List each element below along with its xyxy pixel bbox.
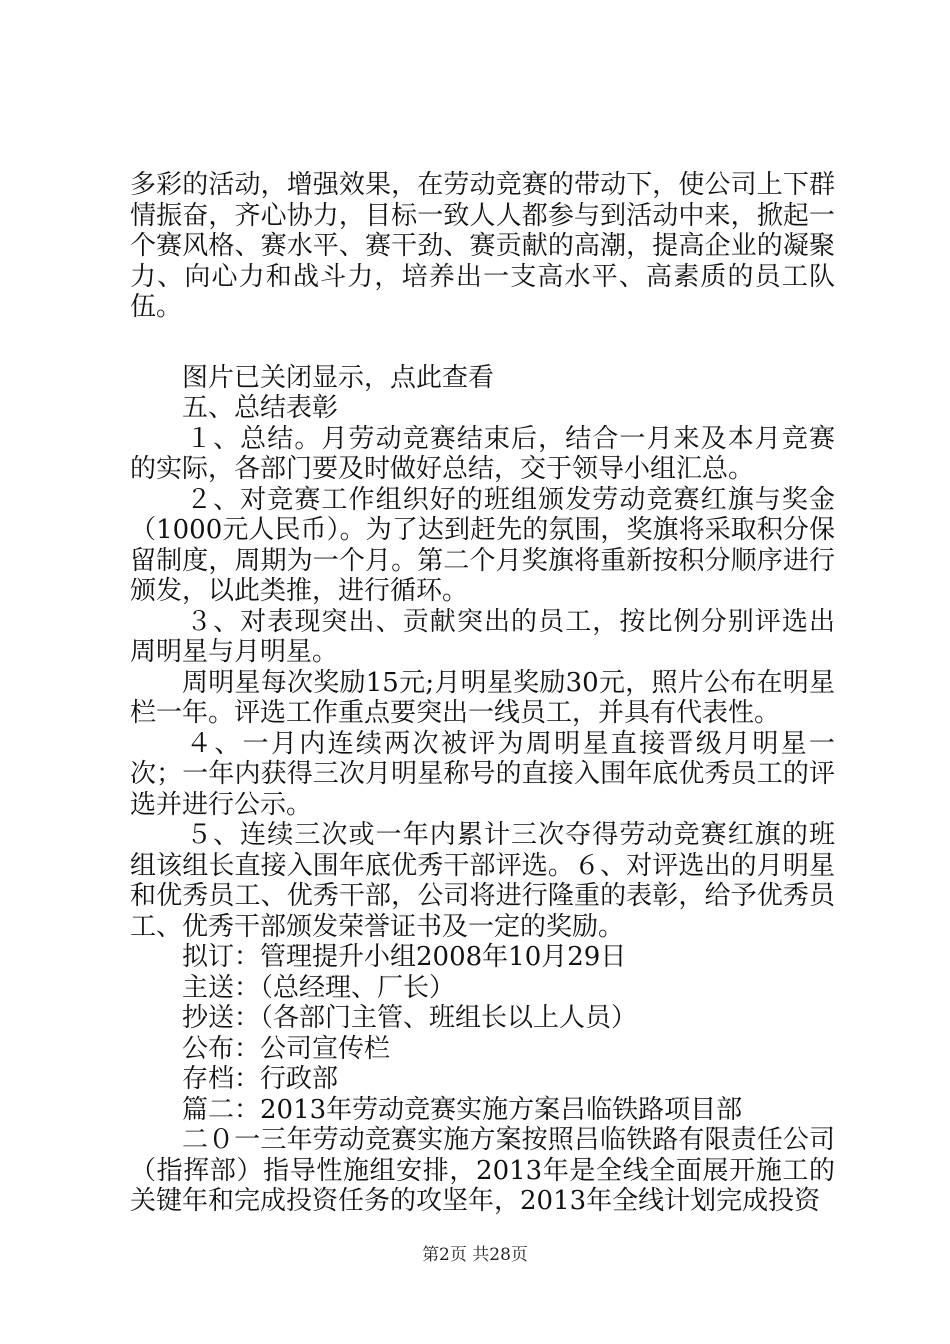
image-placeholder-link[interactable]: 图片已关闭显示，点此查看 xyxy=(182,362,495,393)
paragraph-chapter-two-intro: 二０一三年劳动竞赛实施方案按照吕临铁路有限责任公司（指挥部）指导性施组安排，2013年是全线全面展开施工的关键年和完成投资任务的攻坚年，2013年全线计划完成投资 xyxy=(130,1125,835,1216)
main-recipient-line: 主送：（总经理、厂长） xyxy=(182,972,456,1003)
page-number-footer: 第2页 共28页 xyxy=(422,1245,528,1265)
drafted-by-line: 拟订：管理提升小组2008年10月29日 xyxy=(182,942,627,972)
archive-line: 存档：行政部 xyxy=(182,1064,339,1094)
paragraph-spacer xyxy=(130,323,835,363)
paragraph-star-rewards: 周明星每次奖励15元;月明星奖励30元，照片公布在明星栏一年。评选工作重点要突出一线员工，并具有代表性。 xyxy=(130,667,835,728)
paragraph-item-3: ３、对表现突出、贡献突出的员工，按比例分别评选出周明星与月明星。 xyxy=(130,606,835,667)
paragraph-item-2: ２、对竞赛工作组织好的班组颁发劳动竞赛红旗与奖金（1000元人民币）。为了达到赶先的氛围，奖旗将采取积分保留制度，周期为一个月。第二个月奖旗将重新按积分顺序进行颁发，以此类推，进行循环。 xyxy=(130,484,835,606)
paragraph-intro-continuation: 多彩的活动，增强效果，在劳动竞赛的带动下，使公司上下群情振奋，齐心协力，目标一致人人都参与到活动中来，掀起一个赛风格、赛水平、赛干劲、赛贡献的高潮，提高企业的凝聚力、向心力和战斗力，培养出一支高水平、高素质的员工队伍。 xyxy=(130,170,835,322)
paragraph-item-1: １、总结。月劳动竞赛结束后，结合一月来及本月竞赛的实际，各部门要及时做好总结，交于领导小组汇总。 xyxy=(130,423,835,484)
cc-line: 抄送：（各部门主管、班组长以上人员） xyxy=(182,1003,638,1033)
section-heading-summary: 五、总结表彰 xyxy=(182,393,339,423)
publish-line: 公布：公司宣传栏 xyxy=(182,1033,391,1064)
chapter-two-title: 篇二：2013年劳动竞赛实施方案吕临铁路项目部 xyxy=(182,1094,743,1125)
paragraph-item-5-6: ５、连续三次或一年内累计三次夺得劳动竞赛红旗的班组该组长直接入围年底优秀干部评选。６、对评选出的月明星和优秀员工、优秀干部，公司将进行隆重的表彰，给予优秀员工、优秀干部颁发荣誉证书及一定的奖励。 xyxy=(130,820,835,942)
paragraph-item-4: ４、一月内连续两次被评为周明星直接晋级月明星一次；一年内获得三次月明星称号的直接入围年底优秀员工的评选并进行公示。 xyxy=(130,728,835,820)
document-body xyxy=(130,170,835,1217)
